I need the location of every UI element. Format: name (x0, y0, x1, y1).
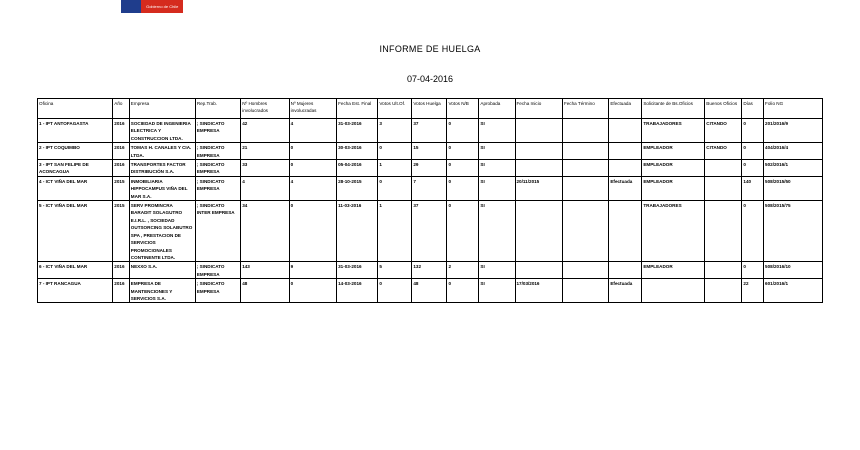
table-cell: 0 (447, 143, 479, 160)
strike-report-table (37, 98, 823, 303)
table-cell: 29 (412, 160, 447, 177)
table-cell: 15 (412, 143, 447, 160)
column-header: Nº Mujeres involucradas (289, 99, 336, 119)
table-row (38, 262, 823, 279)
table-cell (515, 262, 562, 279)
table-cell (705, 201, 742, 262)
logo-text: Gobierno de Chile (141, 0, 183, 13)
table-cell: 2 (447, 262, 479, 279)
table-cell: 1 - IPT ANTOFAGASTA (38, 119, 113, 143)
table-cell: 0 (378, 143, 412, 160)
table-cell: EMPRESA DE MANTENCIONES Y SERVICIOS S.A. (129, 279, 195, 303)
column-header: Nº Hombres involucrados (241, 99, 289, 119)
table-cell: 4 (289, 119, 336, 143)
column-header: Aprobada (479, 99, 515, 119)
table-cell: CITANDO (705, 143, 742, 160)
table-cell: 3 - IPT SAN FELIPE DE ACONCAGUA (38, 160, 113, 177)
table-cell: TRABAJADORES (642, 201, 705, 262)
table-cell: 33 (241, 160, 289, 177)
table-cell: SI (479, 279, 515, 303)
table-cell: SI (479, 119, 515, 143)
table-cell: 0 (289, 279, 336, 303)
table-cell: ; SINDICATO EMPRESA (195, 119, 240, 143)
table-cell: 0 (447, 119, 479, 143)
table-cell: 1 (378, 160, 412, 177)
table-cell (562, 160, 608, 177)
table-cell (705, 279, 742, 303)
table-cell: 11-03-2016 (337, 201, 378, 262)
table-cell: ; SINDICATO INTER EMPRESA (195, 201, 240, 262)
column-header: Rep.Trab. (195, 99, 240, 119)
table-cell: TRABAJADORES (642, 119, 705, 143)
table-cell: ; SINDICATO EMPRESA (195, 160, 240, 177)
table-cell: 508/2015/50 (764, 176, 823, 200)
gobierno-logo (121, 0, 183, 13)
table-cell: EMPLEADOR (642, 262, 705, 279)
table-cell: 4 - ICT VIÑA DEL MAR (38, 176, 113, 200)
table-body (38, 119, 823, 303)
table-cell: 2016 (113, 143, 130, 160)
table-cell: 9 (289, 262, 336, 279)
table-cell: 4 (241, 176, 289, 200)
table-row (38, 201, 823, 262)
table-cell: 0 (447, 176, 479, 200)
table-cell (515, 201, 562, 262)
table-cell: 4 (289, 176, 336, 200)
table-cell: 0 (378, 279, 412, 303)
table-cell: 3 (378, 119, 412, 143)
table-cell: 7 (412, 176, 447, 200)
table-cell: EMPLEADOR (642, 143, 705, 160)
column-header: Efectuada (609, 99, 642, 119)
table-cell: TRANSPORTES FACTOR DISTRIBUCIÓN S.A. (129, 160, 195, 177)
table-cell: 48 (412, 279, 447, 303)
table-cell: 143 (241, 262, 289, 279)
table-cell: SI (479, 143, 515, 160)
report-title: INFORME DE HUELGA (379, 44, 481, 54)
table-cell: 0 (742, 143, 764, 160)
table-row (38, 160, 823, 177)
table-cell (515, 160, 562, 177)
table-cell: 2016 (113, 160, 130, 177)
table-cell: 2 - IPT COQUIMBO (38, 143, 113, 160)
table-cell: 48 (241, 279, 289, 303)
table-cell: 42 (241, 119, 289, 143)
table-cell: 2015 (113, 176, 130, 200)
table-cell: 22 (742, 279, 764, 303)
table-row (38, 176, 823, 200)
table-cell: 34 (241, 201, 289, 262)
column-header: Buenos Oficios (705, 99, 742, 119)
table-cell: 31-03-2016 (337, 119, 378, 143)
column-header: Votos Huelga (412, 99, 447, 119)
table-cell: 1 (378, 201, 412, 262)
table-cell: NEXXO S.A. (129, 262, 195, 279)
table-cell: 2016 (113, 262, 130, 279)
table-cell: 404/2016/4 (764, 143, 823, 160)
table-cell: SOCIEDAD DE INGENIERIA ELECTRICA Y CONSTRUCCION LTDA. (129, 119, 195, 143)
table-cell (609, 143, 642, 160)
table-cell: ; SINDICATO EMPRESA (195, 176, 240, 200)
column-header: Folio NG (764, 99, 823, 119)
table-row (38, 279, 823, 303)
table-row (38, 119, 823, 143)
table-cell: 21 (241, 143, 289, 160)
table-cell: ; SINDICATO EMPRESA (195, 262, 240, 279)
table-cell (515, 119, 562, 143)
logo-blue-block (121, 0, 141, 13)
table-cell: 0 (289, 201, 336, 262)
column-header: Empresa (129, 99, 195, 119)
table-cell: 37 (412, 201, 447, 262)
table-cell: Efectuada (609, 176, 642, 200)
table-cell (642, 279, 705, 303)
table-cell: ; SINDICATO EMPRESA (195, 143, 240, 160)
table-header-row (38, 99, 823, 119)
table-cell: TOMAS H. CANALES Y CIA. LTDA. (129, 143, 195, 160)
column-header: Fecha Término (562, 99, 608, 119)
table-cell: 7 - IPT RANCAGUA (38, 279, 113, 303)
table-cell: 0 (447, 201, 479, 262)
table-cell: SERV PROMINCRA BARADIT SOLAGUTRO E.I.R.L. , SOCIEDAD OUTSORCING SOLABUTRO SPA , PRESTACION DE SERVICIOS PROMOCIONALES CONTINENTE LTDA. (129, 201, 195, 262)
table-cell: 17/03/2016 (515, 279, 562, 303)
table-cell: 5 - ICT VIÑA DEL MAR (38, 201, 113, 262)
table-cell (562, 119, 608, 143)
table-cell: EMPLEADOR (642, 160, 705, 177)
table-cell: 140 (742, 176, 764, 200)
table-cell: 0 (378, 176, 412, 200)
table-cell: EMPLEADOR (642, 176, 705, 200)
table-cell: 0 (447, 279, 479, 303)
table-cell: SI (479, 262, 515, 279)
table-cell: 502/2016/1 (764, 160, 823, 177)
table-cell: 30-03-2016 (337, 143, 378, 160)
table-cell: 28-10-2015 (337, 176, 378, 200)
table-cell: 31-03-2016 (337, 262, 378, 279)
table-cell: 14-03-2016 (337, 279, 378, 303)
column-header: Solicitante de Bs.Oficios (642, 99, 705, 119)
table-cell (705, 176, 742, 200)
table-cell: 0 (742, 160, 764, 177)
table-cell: ; SINDICATO EMPRESA (195, 279, 240, 303)
column-header: Oficina (38, 99, 113, 119)
table-cell: 0 (289, 143, 336, 160)
table-cell: SI (479, 201, 515, 262)
table-cell: 05-04-2016 (337, 160, 378, 177)
table-cell: 2016 (113, 119, 130, 143)
table-cell (609, 262, 642, 279)
table-cell (705, 160, 742, 177)
table-cell (562, 176, 608, 200)
table-cell (562, 143, 608, 160)
table-cell: 37 (412, 119, 447, 143)
table-cell (562, 279, 608, 303)
table-cell: SI (479, 160, 515, 177)
table-cell (515, 143, 562, 160)
table-cell: 20/11/2015 (515, 176, 562, 200)
report-date: 07-04-2016 (406, 74, 454, 84)
table-cell (609, 119, 642, 143)
table-cell: 0 (742, 201, 764, 262)
table-cell (609, 160, 642, 177)
table-cell: 2016 (113, 279, 130, 303)
table-cell: 601/2016/1 (764, 279, 823, 303)
table-cell: 508/2015/75 (764, 201, 823, 262)
table-cell: INMOBILIARIA HIPPOCAMPUS VIÑA DEL MAR S.A. (129, 176, 195, 200)
table-cell: 132 (412, 262, 447, 279)
table-cell: 0 (289, 160, 336, 177)
column-header: Fecha Inicio (515, 99, 562, 119)
table-cell: 508/2016/10 (764, 262, 823, 279)
column-header: Días (742, 99, 764, 119)
table-cell: 0 (447, 160, 479, 177)
column-header: Votos Ult.Of. (378, 99, 412, 119)
table-cell: 2015 (113, 201, 130, 262)
table-cell (705, 262, 742, 279)
column-header: Votos N/B (447, 99, 479, 119)
table-cell (609, 201, 642, 262)
table-cell: CITANDO (705, 119, 742, 143)
table-cell: 5 (378, 262, 412, 279)
table-cell: Efectuada (609, 279, 642, 303)
table-cell: 201/2016/9 (764, 119, 823, 143)
column-header: Año (113, 99, 130, 119)
table-cell: SI (479, 176, 515, 200)
table-cell: 6 - ICT VIÑA DEL MAR (38, 262, 113, 279)
table-row (38, 143, 823, 160)
table-cell: 0 (742, 119, 764, 143)
column-header: Fecha Est. Final (337, 99, 378, 119)
table-cell (562, 201, 608, 262)
table-cell (562, 262, 608, 279)
table-cell: 0 (742, 262, 764, 279)
